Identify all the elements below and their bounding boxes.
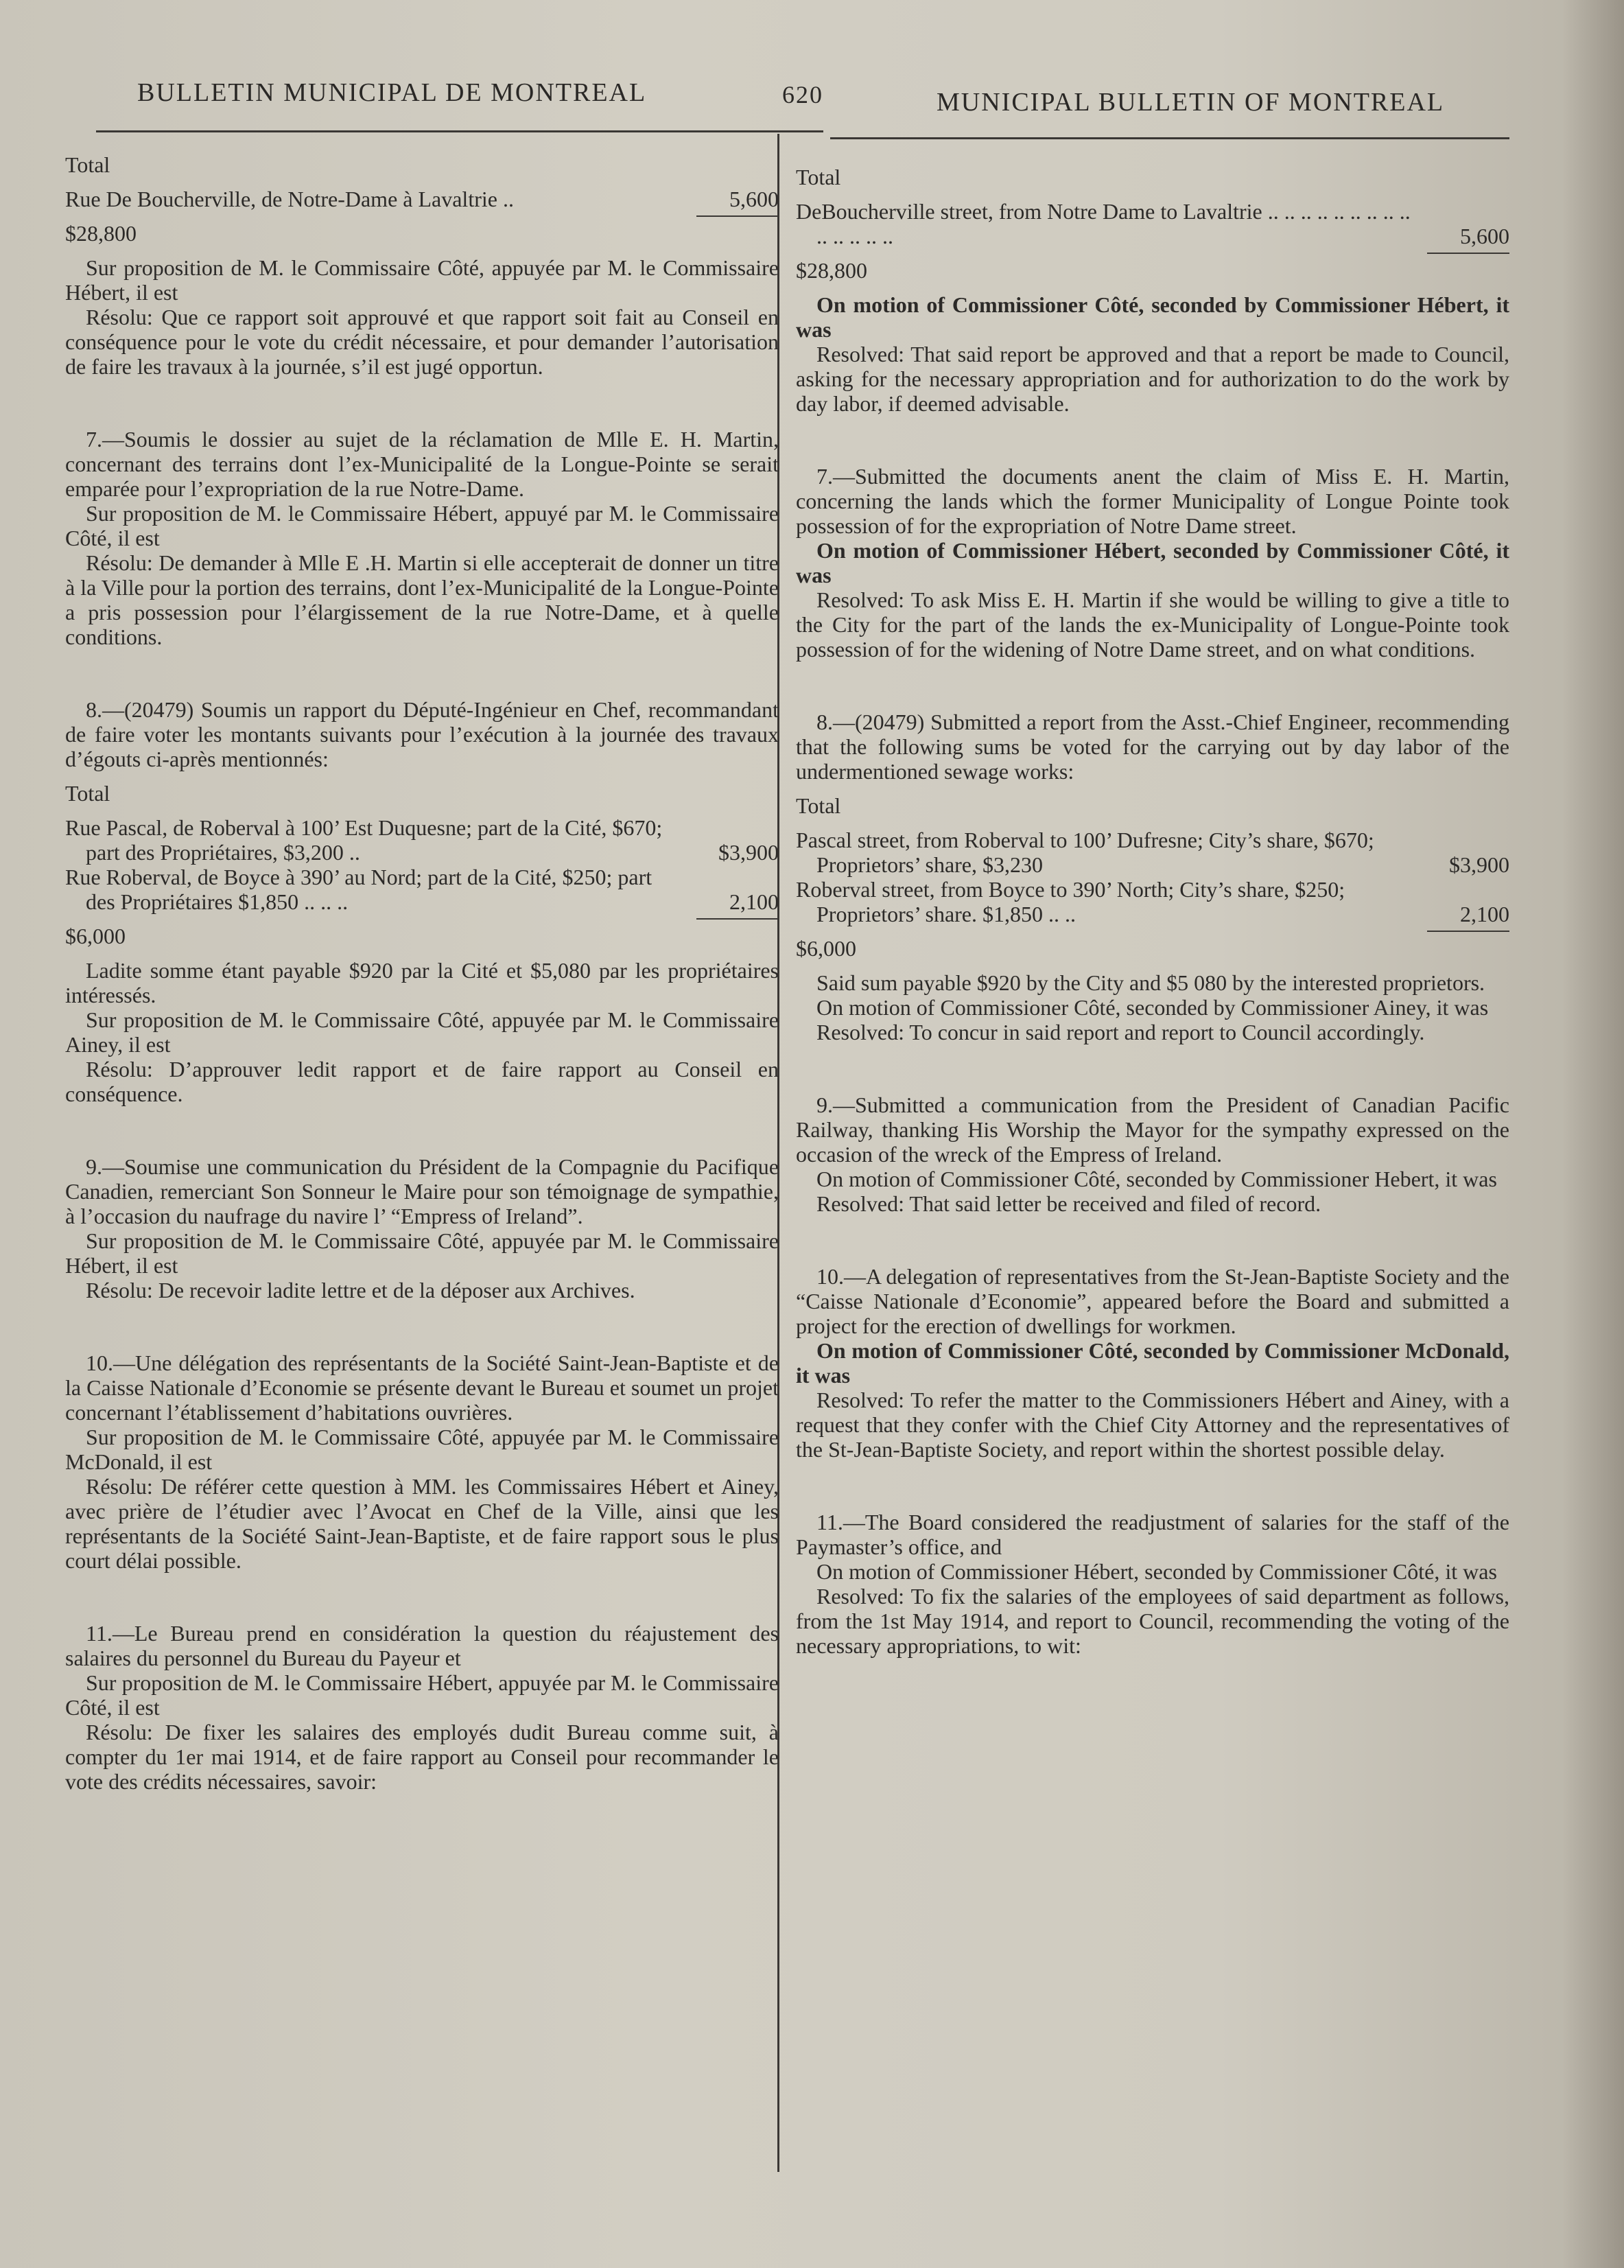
motion-text: Sur proposition de M. le Commissaire Hébert, appuyé par M. le Commissaire Côté, il est: [65, 501, 779, 550]
resolution-text: Resolved: To fix the salaries of the employees of said department as follows, from the 1st May 1914, and report to Council, recommending the voting of the necessary appropriations, to wit:: [796, 1584, 1509, 1658]
sum-total: $28,800: [796, 258, 867, 283]
binding-shadow: [1562, 0, 1624, 2268]
total-header: Total: [65, 781, 110, 806]
section-10-text: 10.—Une délégation des représentants de la Société Saint-Jean-Baptiste et de la Caisse Nationale d’Economie se présente devant le Bureau et soumet un projet concernant l’établissement d’habitations ouvrières.: [65, 1351, 779, 1425]
section-7-text: 7.—Submitted the documents anent the claim of Miss E. H. Martin, concerning the lands which the former Municipality of Longue Pointe took possession of for the expropriation of Notre Dame street.: [796, 464, 1509, 538]
row-amount: 2,100: [729, 889, 779, 914]
sum-rule: [1427, 253, 1509, 254]
total-header: Total: [796, 165, 841, 189]
sum-rule: [1427, 931, 1509, 932]
header-rule-right: [830, 137, 1509, 139]
resolution-text: Résolu: Que ce rapport soit approuvé et que rapport soit fait au Conseil en conséquence pour le vote du crédit nécessaire, et pour demander l’autorisation de faire les travaux à la journée, s’il est jugé opportun.: [65, 305, 779, 379]
table-row: [65, 865, 779, 914]
payable-text: Said sum payable $920 by the City and $5 080 by the interested proprietors.: [816, 970, 1485, 995]
row-description: Pascal street, from Roberval to 100’ Dufresne; City’s share, $670; Proprietors’ share, $3,230: [796, 828, 1374, 877]
header-title-french: BULLETIN MUNICIPAL DE MONTREAL: [137, 78, 647, 107]
resolution-text: Résolu: De recevoir ladite lettre et de la déposer aux Archives.: [86, 1278, 635, 1302]
motion-text: On motion of Commissioner Côté, seconded by Commissioner Hebert, it was: [816, 1167, 1497, 1191]
header-title-english: MUNICIPAL BULLETIN OF MONTREAL: [937, 88, 1445, 117]
motion-text: Sur proposition de M. le Commissaire Côté, appuyée par M. le Commissaire McDonald, il est: [65, 1425, 779, 1474]
table-row: [796, 199, 1509, 248]
table-row: [65, 187, 779, 211]
row-description: DeBoucherville street, from Notre Dame to Lavaltrie .. .. .. .. .. .. .. .. .. .. .. .. .. ..: [796, 199, 1411, 248]
section-9-text: 9.—Soumise une communication du Président de la Compagnie du Pacifique Canadien, remerciant Son Sonneur le Maire pour son témoignage de sympathie, à l’occasion du naufrage du navire l’ “Empress of Ireland”.: [65, 1154, 779, 1228]
section-9-text: 9.—Submitted a communication from the President of Canadian Pacific Railway, thanking His Worship the Mayor for the sympathy expressed on the occasion of the wreck of the Empress of Ireland.: [796, 1092, 1509, 1167]
motion-text: On motion of Commissioner Côté, seconded by Commissioner McDonald, it was: [796, 1338, 1509, 1388]
sum-total: $6,000: [796, 936, 856, 961]
sum-total: $28,800: [65, 221, 137, 246]
motion-text: On motion of Commissioner Hébert, seconded by Commissioner Côté, it was: [816, 1559, 1497, 1584]
resolution-text: Resolved: To refer the matter to the Commissioners Hébert and Ainey, with a request that they confer with the Chief City Attorney and the representatives of the St-Jean-Baptiste Society, and report within the shortest possible delay.: [796, 1388, 1509, 1462]
resolution-text: Résolu: De référer cette question à MM. les Commissaires Hébert et Ainey, avec prière de l’étudier avec l’Avocat en Chef de la Ville, ainsi que les représentants de la Société Saint-Jean-Baptiste, et de faire rapport sous le plus court délai possible.: [65, 1474, 779, 1573]
motion-text: Sur proposition de M. le Commissaire Côté, appuyée par M. le Commissaire Hébert, il est: [65, 255, 779, 305]
resolution-text: Résolu: D’approuver ledit rapport et de faire rapport au Conseil en conséquence.: [65, 1057, 779, 1106]
resolution-text: Resolved: To ask Miss E. H. Martin if she would be willing to give a title to the City for the part of the lands the ex-Municipality of Longue-Pointe took possession of for the widening of Notre Dame street, and on what conditions.: [796, 587, 1509, 662]
section-10-text: 10.—A delegation of representatives from the St-Jean-Baptiste Society and the “Caisse Nationale d’Economie”, appeared before the Board and submitted a project for the erection of dwellings for workmen.: [796, 1264, 1509, 1338]
motion-text: Sur proposition de M. le Commissaire Côté, appuyée par M. le Commissaire Hébert, il est: [65, 1228, 779, 1278]
french-column: [65, 152, 779, 1794]
motion-text: Sur proposition de M. le Commissaire Hébert, appuyée par M. le Commissaire Côté, il est: [65, 1670, 779, 1720]
row-amount: 5,600: [729, 187, 779, 211]
row-description: Rue Roberval, de Boyce à 390’ au Nord; part de la Cité, $250; part des Propriétaires $1,850 .. .. ..: [65, 865, 652, 914]
total-header: Total: [796, 793, 841, 818]
sum-rule: [696, 918, 779, 920]
row-amount: 2,100: [1460, 902, 1509, 926]
header-rule-left: [96, 130, 823, 132]
section-7-text: 7.—Soumis le dossier au sujet de la réclamation de Mlle E. H. Martin, concernant des terrains dont l’ex-Municipalité de la Longue-Pointe se serait emparée pour l’expropriation de la rue Notre-Dame.: [65, 427, 779, 501]
row-description: Roberval street, from Boyce to 390’ North; City’s share, $250; Proprietors’ share. $1,850 .. ..: [796, 877, 1345, 926]
resolution-text: Resolved: To concur in said report and report to Council accordingly.: [816, 1020, 1425, 1044]
sum-total: $6,000: [65, 924, 126, 948]
page-number: 620: [782, 81, 823, 108]
row-amount: $3,900: [1449, 852, 1509, 877]
table-row: [796, 877, 1509, 926]
section-8-text: 8.—(20479) Soumis un rapport du Député-Ingénieur en Chef, recommandant de faire voter les montants suivants pour l’exécution à la journée des travaux d’égouts ci-après mentionnés:: [65, 697, 779, 771]
motion-text: On motion of Commissioner Hébert, seconded by Commissioner Côté, it was: [796, 538, 1509, 587]
table-row: [796, 828, 1509, 877]
motion-text: On motion of Commissioner Côté, seconded by Commissioner Hébert, it was: [796, 292, 1509, 342]
row-amount: 5,600: [1460, 224, 1509, 248]
english-column: [796, 165, 1509, 1658]
payable-text: Ladite somme étant payable $920 par la Cité et $5,080 par les propriétaires intéressés.: [65, 958, 779, 1007]
motion-text: Sur proposition de M. le Commissaire Côté, appuyée par M. le Commissaire Ainey, il est: [65, 1007, 779, 1057]
resolution-text: Resolved: That said report be approved and that a report be made to Council, asking for the necessary appropriation and for authorization to do the work by day labor, if deemed advisable.: [796, 342, 1509, 416]
resolution-text: Résolu: De demander à Mlle E .H. Martin si elle accepterait de donner un titre à la Ville pour la portion des terrains, dont l’ex-Municipalité de la Longue-Pointe a pris possession pour l’élargissement de la rue Notre-Dame, et à quelle conditions.: [65, 550, 779, 649]
section-8-text: 8.—(20479) Submitted a report from the Asst.-Chief Engineer, recommending that the following sums be voted for the carrying out by day labor of the undermentioned sewage works:: [796, 710, 1509, 784]
row-description: Rue De Boucherville, de Notre-Dame à Lavaltrie ..: [65, 187, 514, 211]
section-11-text: 11.—Le Bureau prend en considération la question du réajustement des salaires du personnel du Bureau du Payeur et: [65, 1621, 779, 1670]
motion-text: On motion of Commissioner Côté, seconded by Commissioner Ainey, it was: [816, 995, 1489, 1020]
table-row: [65, 815, 779, 865]
resolution-text: Resolved: That said letter be received and filed of record.: [816, 1191, 1321, 1216]
sum-rule: [696, 215, 779, 217]
page-header: [0, 72, 1624, 120]
resolution-text: Résolu: De fixer les salaires des employés dudit Bureau comme suit, à compter du 1er mai 1914, et de faire rapport au Conseil pour recommander le vote des crédits nécessaires, savoir:: [65, 1720, 779, 1794]
row-description: Rue Pascal, de Roberval à 100’ Est Duquesne; part de la Cité, $670; part des Propriétaires, $3,200 ..: [65, 815, 663, 865]
total-header: Total: [65, 152, 110, 177]
section-11-text: 11.—The Board considered the readjustment of salaries for the staff of the Paymaster’s office, and: [796, 1510, 1509, 1559]
row-amount: $3,900: [718, 840, 779, 865]
